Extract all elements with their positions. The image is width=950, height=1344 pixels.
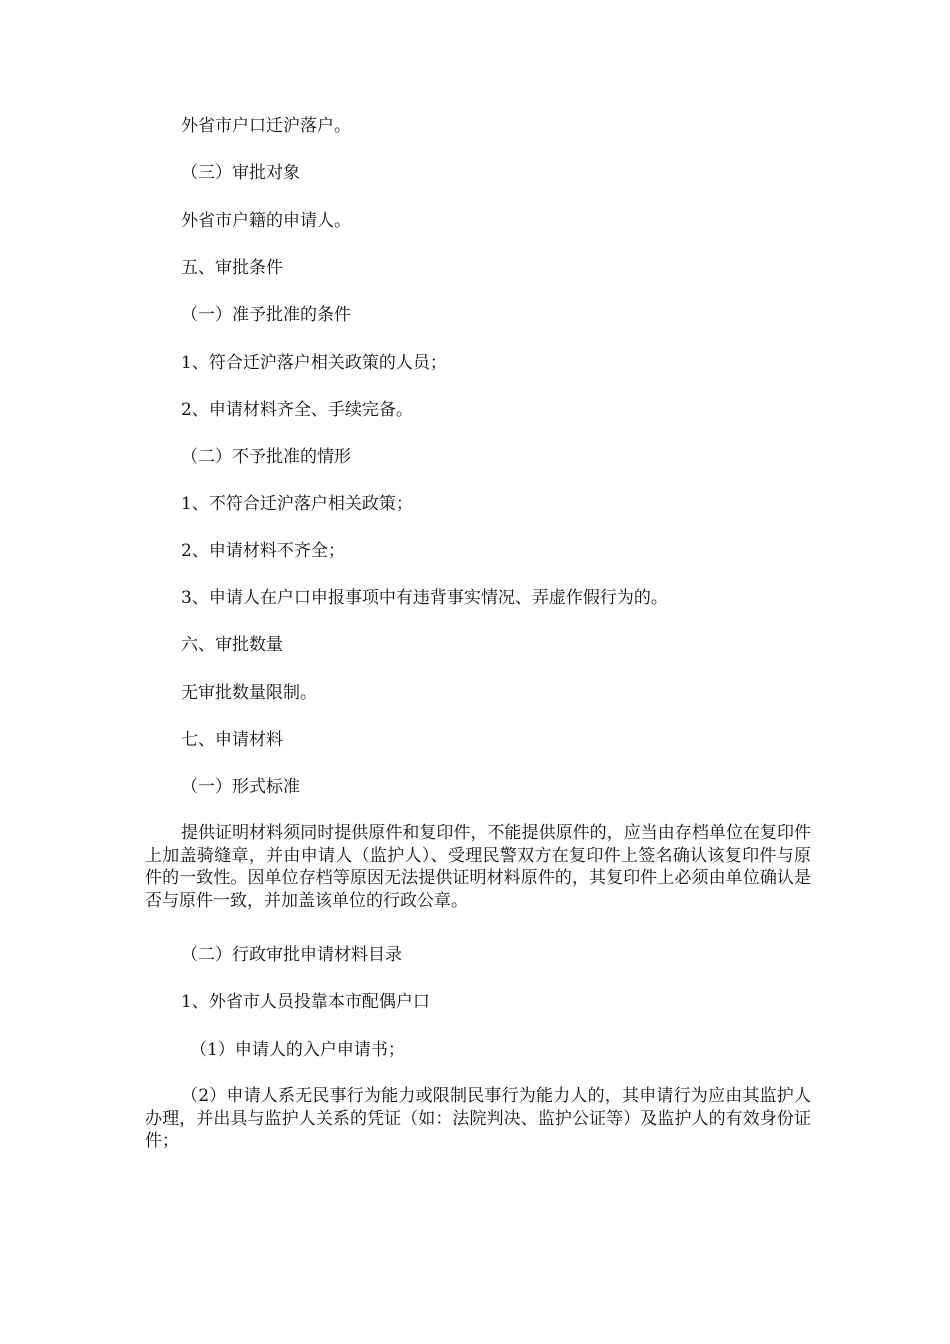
list-item-denied-1: 1、不符合迁沪落户相关政策； <box>181 494 413 514</box>
heading-approval-granted: （一）准予批准的条件 <box>181 305 351 325</box>
heading-approval-target: （三）审批对象 <box>181 163 300 183</box>
text-line-applicant: 外省市户籍的申请人。 <box>181 211 351 231</box>
list-item-denied-2: 2、申请材料不齐全； <box>181 541 345 561</box>
list-item-spouse-household: 1、外省市人员投靠本市配偶户口 <box>181 992 430 1012</box>
heading-materials-catalog: （二）行政审批申请材料目录 <box>181 945 402 965</box>
heading-form-standard: （一）形式标准 <box>181 777 300 797</box>
heading-application-materials: 七、申请材料 <box>181 730 283 750</box>
list-item-condition-2: 2、申请材料齐全、手续完备。 <box>181 400 413 420</box>
list-item-condition-1: 1、符合迁沪落户相关政策的人员； <box>181 353 447 373</box>
list-item-application-form: （1）申请人的入户申请书； <box>190 1040 405 1060</box>
text-line-household-transfer: 外省市户口迁沪落户。 <box>181 116 351 136</box>
heading-approval-conditions: 五、审批条件 <box>181 258 283 278</box>
text-line-no-limit: 无审批数量限制。 <box>181 683 317 703</box>
paragraph-form-standard: 提供证明材料须同时提供原件和复印件，不能提供原件的，应当由存档单位在复印件上加盖骑缝章，并由申请人（监护人）、受理民警双方在复印件上签名确认该复印件与原件的一致性。因单位存档等原因无法提供证明材料原件的，其复印件上必须由单位确认是否与原件一致，并加盖该单位的行政公章。 <box>145 823 811 911</box>
paragraph-guardian: （2）申请人系无民事行为能力或限制民事行为能力人的，其申请行为应由其监护人办理，并出具与监护人关系的凭证（如：法院判决、监护公证等）及监护人的有效身份证件； <box>145 1086 811 1151</box>
heading-approval-denied: （二）不予批准的情形 <box>181 447 351 467</box>
heading-approval-quantity: 六、审批数量 <box>181 635 283 655</box>
list-item-denied-3: 3、申请人在户口申报事项中有违背事实情况、弄虚作假行为的。 <box>181 588 668 608</box>
